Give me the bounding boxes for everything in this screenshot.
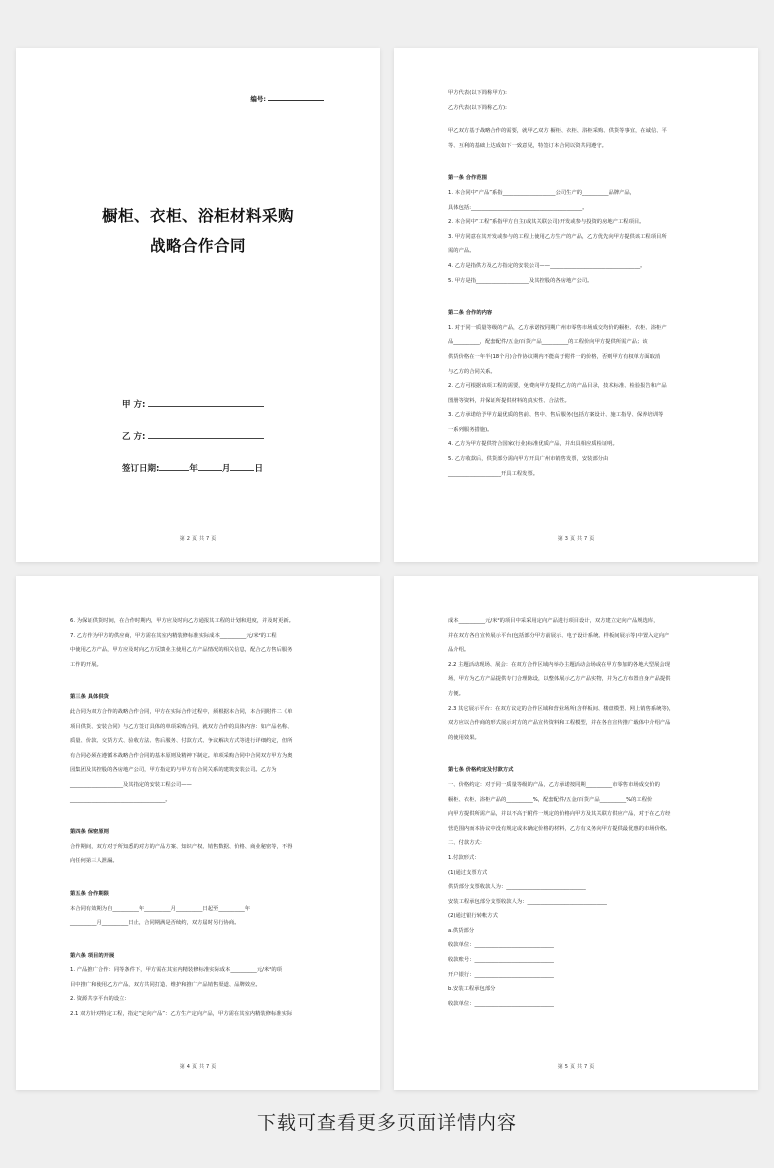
text-line: b.安装工程承包部分 xyxy=(448,986,496,993)
section-heading: 第七条 价格约定及付款方式 xyxy=(448,767,514,774)
text-line: 2. 乙方可根据该项工程的需要，免费向甲方提供乙方的产品目录，技术标准、检验报告和产品 xyxy=(448,383,667,390)
footer-page-number: 3 xyxy=(564,536,568,542)
month-label: 月 xyxy=(221,464,231,474)
party-a-blank xyxy=(148,398,264,407)
text-line: 收款账号：______________________________ xyxy=(448,957,554,964)
text-line: 1. 本合同中“产品”系指____________________公司生产的__________品牌产品， xyxy=(448,189,636,196)
text-line: 5. 甲方是指____________________及其控股的各房地产公司。 xyxy=(448,277,593,284)
text-line: (2)通过银行转帐方式 xyxy=(448,913,498,920)
contract-title-line2: 战略合作合同 xyxy=(149,237,246,255)
text-line: 向甲方提供所需产品，并以不高于附件一规定的价格向甲方及其关联方供应产品，对于在乙方经 xyxy=(448,811,671,818)
text-line: 一、价格约定：对于同一质量等级的产品，乙方承诺按同期__________市零售市场成交价的 xyxy=(448,781,660,788)
text-line: 供货部分支票收款人为：______________________________ xyxy=(448,884,586,891)
text-line: 质量、价款、交货方式、验收方法、售后服务、付款方式、争议解决方式等进行详细约定，但所 xyxy=(70,738,293,745)
serial-number-field xyxy=(250,94,324,103)
text-line: 收款单位：______________________________ xyxy=(448,942,554,949)
day-label: 日 xyxy=(254,464,263,474)
text-line: 并在双方各自宣传展示平台(包括部分甲方前展示、电子设计系统、样板间展示等)中置入定向产 xyxy=(448,632,670,639)
section-heading: 第一条 合作范围 xyxy=(448,175,487,182)
footer-word: 共 xyxy=(577,1064,583,1070)
paragraph-gap xyxy=(70,672,326,681)
footer-word: 页 xyxy=(211,1064,217,1070)
text-line: 3. 甲方同意在其开发或参与的工程上使用乙方生产的产品，乙方优先向甲方提供该工程项目所 xyxy=(448,233,667,240)
text-line: 2.2 主题活动现场、展会：在双方合作区域内举办主题活动会场或在甲方参加的各地大型展会现 xyxy=(448,661,670,668)
cover-page xyxy=(16,48,380,562)
party-a-label: 甲 方: xyxy=(122,400,146,410)
text-line: ____________________及其指定的安装工程公司—— xyxy=(70,781,192,788)
footer-word: 页 xyxy=(589,1064,595,1070)
text-line: 一系列服务措施)。 xyxy=(448,426,493,433)
paragraph-gap xyxy=(70,869,326,878)
text-line: 双方应以合作商的形式展示对方的产品宣传资料和工程模型，并在各自宣传推广载体中介绍产品 xyxy=(448,720,671,727)
party-b-label: 乙 方: xyxy=(122,432,146,442)
text-line: 图册等资料，并保证所提供材料的真实性、合法性。 xyxy=(448,397,570,404)
text-line: 开户银行：______________________________ xyxy=(448,971,554,978)
paragraph-gap xyxy=(448,745,704,754)
party-b-field xyxy=(122,430,264,442)
text-line: 1. 对于同一质量等级的产品，乙方承诺按同期广州市零售市场成交均价的橱柜、衣柜、浴柜产 xyxy=(448,324,667,331)
text-line: 5. 乙方收款后，供货部分需向甲方开具广州市销售发票，安装部分由 xyxy=(448,456,609,463)
text-line: 需的产品。 xyxy=(448,248,475,255)
paragraph-gap xyxy=(70,931,326,940)
contract-title-line1: 橱柜、衣柜、浴柜材料采购 xyxy=(101,207,294,225)
text-line: ____________________开具工程发票。 xyxy=(448,470,539,477)
footer-total-pages: 7 xyxy=(584,536,588,542)
contract-page-4 xyxy=(16,576,380,1090)
footer-word: 页 xyxy=(569,536,575,542)
footer-total-pages: 7 xyxy=(206,536,210,542)
text-line: 2. 资源共享平台的设立： xyxy=(70,996,130,1003)
sign-date-field xyxy=(122,462,263,474)
contract-page-5 xyxy=(394,576,758,1090)
paragraph-gap xyxy=(448,115,704,124)
footer-page-number: 5 xyxy=(564,1064,568,1070)
page-body xyxy=(70,614,326,1022)
page-footer xyxy=(394,535,758,542)
footer-word: 页 xyxy=(589,536,595,542)
section-heading: 第五条 合作期限 xyxy=(70,890,109,897)
footer-word: 页 xyxy=(569,1064,575,1070)
text-line: 合作期间，双方对于所知悉的对方的产品方案、知识产权、销售数据、价格、商业秘密等，不得 xyxy=(70,843,293,850)
footer-word: 第 xyxy=(557,536,563,542)
footer-total-pages: 7 xyxy=(584,1064,588,1070)
text-line: __________月__________日止，合同期满是否续约，双方届时另行协商。 xyxy=(70,920,240,927)
paragraph-gap xyxy=(448,153,704,162)
text-line: 向任何第三人泄漏。 xyxy=(70,858,118,865)
text-line: 营范围内而本协议中没有规定或未确定价格的材料，乙方有义务向甲方提供最优惠的市场价格。 xyxy=(448,825,671,832)
footer-word: 页 xyxy=(191,536,197,542)
text-line: 本合同有效期为自__________年__________月__________日起至__________年 xyxy=(70,905,251,912)
text-line: 供货价格在一年半(18个月)合作协议期内不能高于附件一的价格，否则甲方有权单方面取消 xyxy=(448,353,661,360)
page-footer xyxy=(16,1063,380,1070)
section-heading: 第四条 保密原则 xyxy=(70,829,109,836)
text-line: a.供货部分 xyxy=(448,927,475,934)
text-line: 2.3 其它展示平台：在双方议定的合作区域和营业场所(含样板间、楼盘模型、网上销售系统等)， xyxy=(448,705,675,712)
page-footer xyxy=(16,535,380,542)
text-line: 6. 为保证供货时间，在合作时期内，甲方应及时向乙方通报其工程的计划和进度，并及时更新。 xyxy=(70,618,294,624)
text-line: 甲方代表(以下简称甲方): xyxy=(448,90,507,96)
text-line: 1.付款形式： xyxy=(448,854,480,861)
text-line: 2. 本合同中“工程”系指甲方自主(或其关联公司)开发或参与投资的房地产工程项目。 xyxy=(448,219,645,226)
footer-word: 第 xyxy=(179,536,185,542)
footer-word: 第 xyxy=(179,1064,185,1070)
text-line: 具体包括:__________________________________________。 xyxy=(448,204,588,211)
section-heading: 第三条 具体供货 xyxy=(70,694,109,701)
text-line: 收款单位：______________________________ xyxy=(448,1000,554,1007)
text-line: (1)通过支票方式 xyxy=(448,869,488,876)
text-line: 中使用乙方产品，甲方应及时向乙方反馈业主使用乙方产品情况的相关信息，配合乙方售后服务 xyxy=(70,647,293,654)
year-label: 年 xyxy=(189,464,198,474)
page-body xyxy=(448,86,704,481)
text-line: 工作的开展。 xyxy=(70,661,102,668)
text-line: 成本__________元/米²的项目中采采用定向产品进行项目设计，双方建立定向产品规选库， xyxy=(448,618,659,624)
text-line: 橱柜、衣柜、浴柜产品的__________%，配套配件/五金/百货产品__________%的工程价 xyxy=(448,796,653,803)
text-line: 甲乙双方基于战略合作的需要，就甲乙双方 橱柜、衣柜、浴柜采购、供货等事宜，在诚信、平 xyxy=(448,128,667,135)
page-footer xyxy=(394,1063,758,1070)
sign-date-label: 签订日期: xyxy=(122,464,160,474)
footer-page-number: 4 xyxy=(186,1064,190,1070)
text-line: 的使用效果。 xyxy=(448,734,480,741)
text-line: 1. 产品推广合作：同等条件下，甲方需在其室内精装修标准实际成本__________元/米²的项 xyxy=(70,967,282,974)
party-b-blank xyxy=(148,430,264,439)
text-line: 二、付款方式： xyxy=(448,840,486,847)
text-line: 园集团及其控股的各房地产公司，甲方指定的与甲方有合同关系的建筑安装公司。乙方为 xyxy=(70,767,277,774)
text-line: 与乙方的合同关系。 xyxy=(448,368,496,375)
footer-word: 共 xyxy=(577,536,583,542)
text-line: 方便。 xyxy=(448,690,464,697)
text-line: 品__________，配套配件/五金/百货产品__________的工程价向甲方提供所需产品；该 xyxy=(448,339,648,346)
text-line: 项目供货、安装合同》与乙方签订具体的单项采购合同，就双方合作的具体内容：如产品名称、 xyxy=(70,723,293,730)
text-line: ____________________________________。 xyxy=(70,796,171,803)
text-line: 有合同必须在遵循本战略合作合同的基本原则及精神下制定。单项采购合同中合同双方甲方为奥 xyxy=(70,752,293,759)
footer-word: 共 xyxy=(199,536,205,542)
footer-word: 共 xyxy=(199,1064,205,1070)
text-line: 乙方代表(以下简称乙方): xyxy=(448,104,507,111)
serial-label: 编号: xyxy=(250,95,266,103)
party-a-field xyxy=(122,398,264,410)
text-line: 3. 乙方承诺给予甲方最优质的售前、售中、售后服务(包括方案设计、施工指导、保养培训等 xyxy=(448,412,664,419)
footer-word: 第 xyxy=(557,1064,563,1070)
month-blank xyxy=(198,462,222,471)
footer-word: 页 xyxy=(211,536,217,542)
download-caption[interactable]: 下载可查看更多页面详情内容 xyxy=(256,1112,517,1134)
text-line: 此合同为双方合作的战略合作合同，甲方在实际合作过程中，须根据本合同，本合同附件二《单 xyxy=(70,708,293,715)
page-body xyxy=(448,614,704,1011)
text-line: 4. 乙方为甲方提供符合国家(行业)标准优质产品，并出具相应质检证明。 xyxy=(448,441,618,448)
paragraph-gap xyxy=(70,807,326,816)
footer-word: 页 xyxy=(191,1064,197,1070)
year-blank xyxy=(159,462,189,471)
footer-page-number: 2 xyxy=(186,536,190,542)
text-line: 安装工程承包部分支票收款人为：______________________________ xyxy=(448,898,607,905)
text-line: 4. 乙方是指供方及乙方指定的安装公司——__________________________________。 xyxy=(448,262,646,269)
text-line: 等、互利的基础上达成如下一致意见，特签订本合同以资共同遵守。 xyxy=(448,142,607,149)
text-line: 2.1 双方针对特定工程，指定“定向产品”：乙方生产定向产品，甲方需在其室内精装修标准实际 xyxy=(70,1011,293,1018)
text-line: 7. 乙方作为甲方的供应商，甲方需在其室内精装修标准实际成本__________元/米²的工程 xyxy=(70,632,277,639)
paragraph-gap xyxy=(448,288,704,297)
text-line: 目中推广和使用乙方产品，双方共同打造、维护和推广产品销售渠道、品牌效应。 xyxy=(70,981,261,988)
day-blank xyxy=(230,462,254,471)
serial-blank xyxy=(268,94,324,101)
contract-page-3 xyxy=(394,48,758,562)
footer-total-pages: 7 xyxy=(206,1064,210,1070)
section-heading: 第六条 项目的开展 xyxy=(70,952,115,959)
text-line: 场，甲方为乙方产品提供专门合理陈设，以整体展示乙方产品实物，并为乙方布置自身产品提供 xyxy=(448,676,671,683)
text-line: 品介绍。 xyxy=(448,647,470,654)
section-heading: 第二条 合作的内容 xyxy=(448,310,493,317)
